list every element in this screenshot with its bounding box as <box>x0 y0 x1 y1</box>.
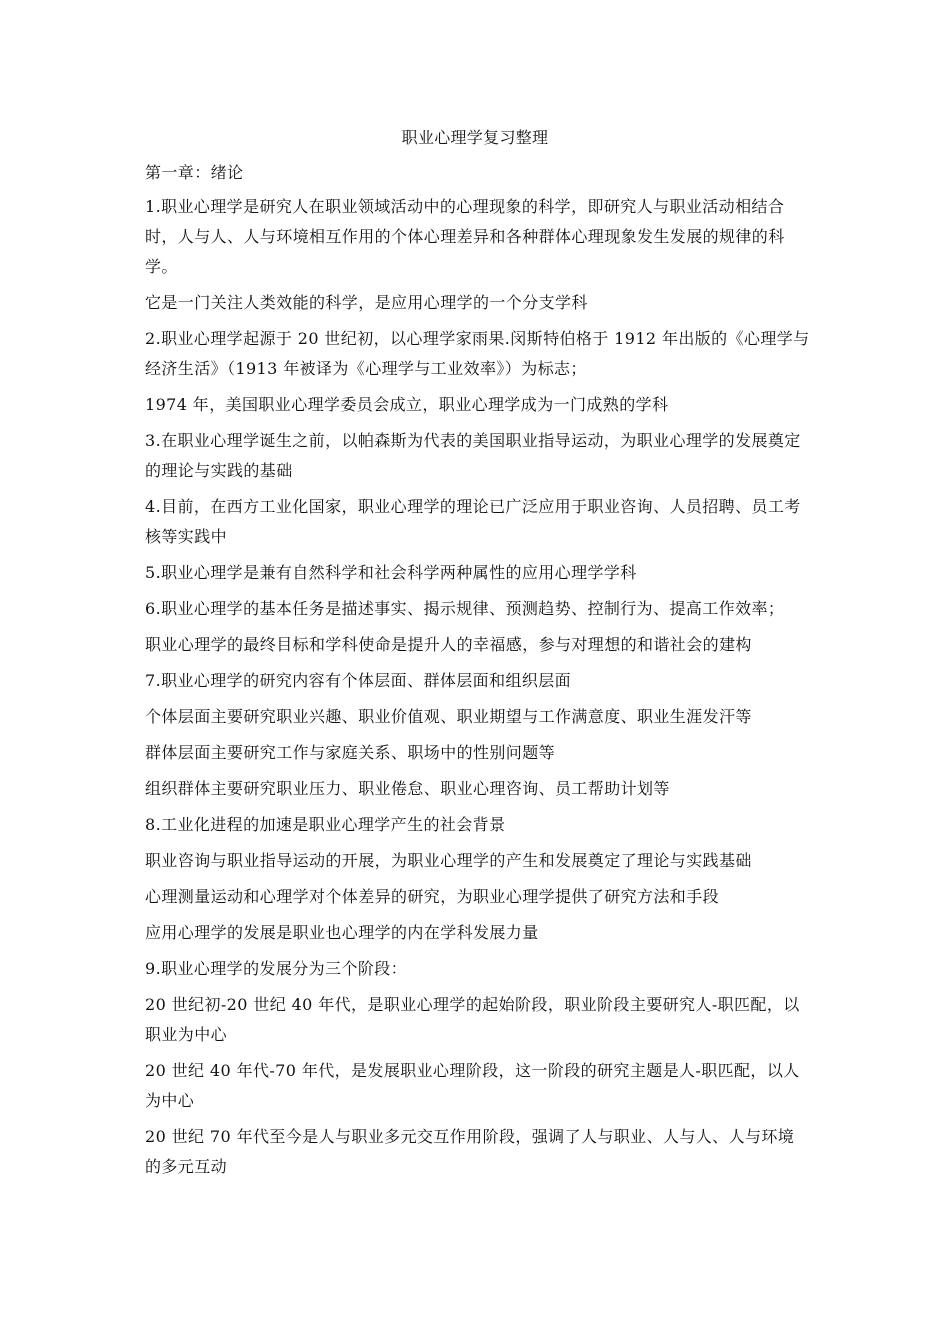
paragraph-12: 群体层面主要研究工作与家庭关系、职场中的性别问题等 <box>145 743 556 762</box>
paragraph-7: 5.职业心理学是兼有自然科学和社会科学两种属性的应用心理学学科 <box>145 563 637 582</box>
paragraph-2: 它是一门关注人类效能的科学，是应用心理学的一个分支学科 <box>145 293 588 312</box>
paragraph-20: 20 世纪 40 年代-70 年代，是发展职业心理阶段，这一阶段的研究主题是人-职匹配，以人为中心 <box>145 1061 800 1110</box>
paragraph-17: 应用心理学的发展是职业也心理学的内在学科发展力量 <box>145 923 539 942</box>
paragraph-16: 心理测量运动和心理学对个体差异的研究，为职业心理学提供了研究方法和手段 <box>145 887 720 906</box>
paragraph-13: 组织群体主要研究职业压力、职业倦怠、职业心理咨询、员工帮助计划等 <box>145 779 670 798</box>
paragraph-6: 4.目前，在西方工业化国家，职业心理学的理论已广泛应用于职业咨询、人员招聘、员工考核等实践中 <box>145 497 801 546</box>
document-body <box>145 158 810 1188</box>
paragraph-11: 个体层面主要研究职业兴趣、职业价值观、职业期望与工作满意度、职业生涯发汗等 <box>145 707 752 726</box>
document-title: 职业心理学复习整理 <box>401 128 549 147</box>
paragraph-21: 20 世纪 70 年代至今是人与职业多元交互作用阶段，强调了人与职业、人与人、人与环境的多元互动 <box>145 1127 795 1176</box>
paragraph-9: 职业心理学的最终目标和学科使命是提升人的幸福感，参与对理想的和谐社会的建构 <box>145 635 752 654</box>
paragraph-15: 职业咨询与职业指导运动的开展，为职业心理学的产生和发展奠定了理论与实践基础 <box>145 851 752 870</box>
paragraph-8: 6.职业心理学的基本任务是描述事实、揭示规律、预测趋势、控制行为、提高工作效率； <box>145 599 785 618</box>
paragraph-4: 1974 年，美国职业心理学委员会成立，职业心理学成为一门成熟的学科 <box>145 395 669 414</box>
paragraph-10: 7.职业心理学的研究内容有个体层面、群体层面和组织层面 <box>145 671 572 690</box>
paragraph-19: 20 世纪初-20 世纪 40 年代，是职业心理学的起始阶段，职业阶段主要研究人-职匹配，以职业为中心 <box>145 995 800 1044</box>
paragraph-14: 8.工业化进程的加速是职业心理学产生的社会背景 <box>145 815 506 834</box>
chapter-heading: 第一章：绪论 <box>145 163 244 182</box>
paragraph-5: 3.在职业心理学诞生之前，以帕森斯为代表的美国职业指导运动，为职业心理学的发展奠定的理论与实践的基础 <box>145 431 801 480</box>
paragraph-3: 2.职业心理学起源于 20 世纪初，以心理学家雨果.闵斯特伯格于 1912 年出版的《心理学与经济生活》（1913 年被译为《心理学与工业效率》）为标志； <box>145 329 810 378</box>
paragraph-18: 9.职业心理学的发展分为三个阶段： <box>145 959 408 978</box>
paragraph-1: 1.职业心理学是研究人在职业领域活动中的心理现象的科学，即研究人与职业活动相结合时，人与人、人与环境相互作用的个体心理差异和各种群体心理现象发生发展的规律的科学。 <box>145 197 785 276</box>
